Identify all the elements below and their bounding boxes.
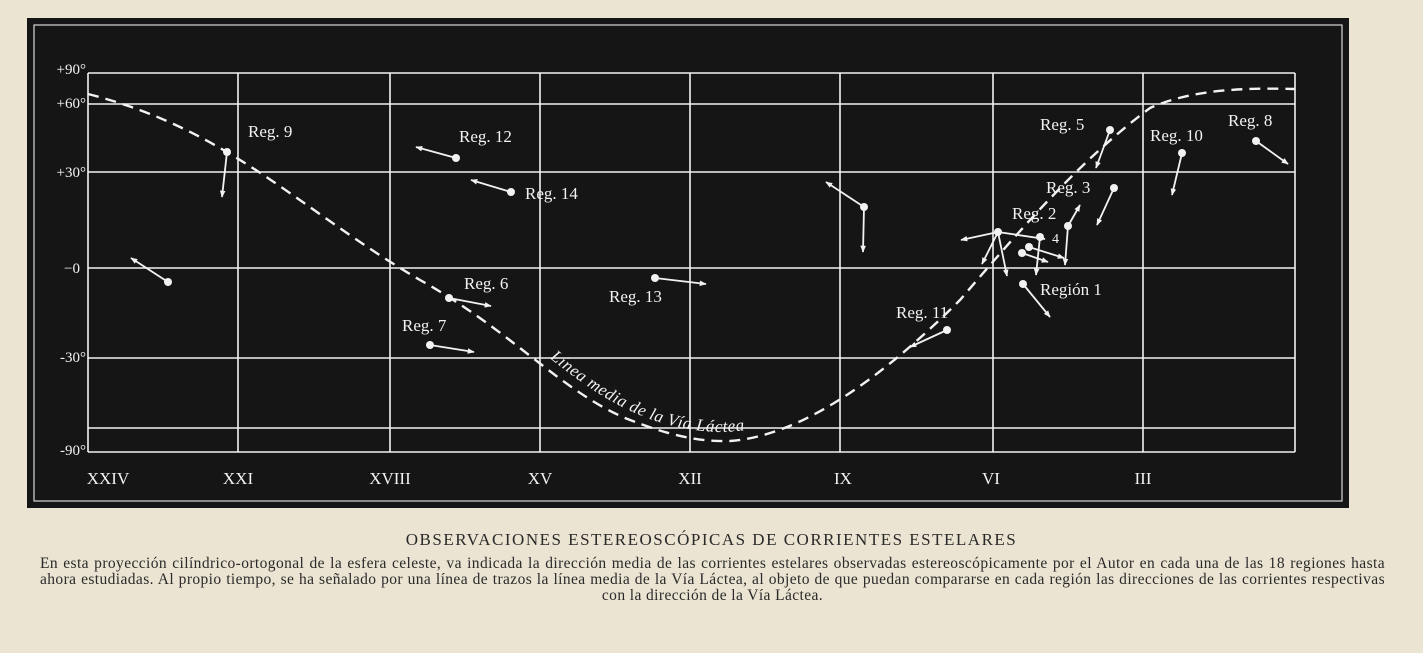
x-label-ix: IX — [834, 469, 852, 488]
region-label-1: Región 1 — [1040, 280, 1102, 299]
region-label-9: Reg. 9 — [248, 122, 293, 141]
region-dot — [943, 326, 951, 334]
stream-arrow — [863, 207, 864, 252]
region-label-7: Reg. 7 — [402, 316, 447, 335]
region-label-4: 4 — [1052, 232, 1059, 247]
region-label-12: Reg. 12 — [459, 127, 512, 146]
y-label-zero: −0 — [64, 261, 80, 277]
region-dot — [1019, 280, 1027, 288]
region-label-11: Reg. 11 — [896, 303, 949, 322]
y-label-plus30: +30° — [56, 165, 86, 181]
region-dot — [1025, 243, 1033, 251]
y-label-plus60: +60° — [56, 96, 86, 112]
region-dot — [1018, 249, 1026, 257]
region-dot — [426, 341, 434, 349]
region-label-10: Reg. 10 — [1150, 126, 1203, 145]
region-dot — [507, 188, 515, 196]
region-label-2: Reg. 2 — [1012, 204, 1057, 223]
region-label-8: Reg. 8 — [1228, 111, 1273, 130]
y-label-minus90: -90° — [60, 443, 86, 459]
x-label-vi: VI — [982, 469, 1000, 488]
caption-body: En esta proyección cilíndrico-ortogonal de la esfera celeste, va indicada la dirección media de las corrientes estelares observadas estereoscópicamente por el Autor en cada una de las 18 regiones hasta ahora estudiadas. Al propio tiempo, se ha señalado por una línea de trazos la línea media de la Vía Láctea, al objeto de que puedan compararse en cada región las direcciones de las corrientes respectivas con la dirección de la Vía Láctea. — [40, 555, 1385, 604]
region-dot — [445, 294, 453, 302]
region-dot — [994, 228, 1002, 236]
region-dot — [1036, 233, 1044, 241]
x-label-xv: XV — [527, 469, 553, 488]
region-label-6: Reg. 6 — [464, 274, 509, 293]
chart-panel — [27, 18, 1349, 508]
region-dot — [1064, 222, 1072, 230]
y-label-minus30: -30° — [60, 350, 86, 366]
region-dot — [452, 154, 460, 162]
region-label-3: Reg. 3 — [1046, 178, 1091, 197]
region-dot — [164, 278, 172, 286]
region-label-13: Reg. 13 — [609, 287, 662, 306]
region-dot — [1110, 184, 1118, 192]
y-label-plus90: +90° — [56, 62, 86, 78]
caption-title: OBSERVACIONES ESTEREOSCÓPICAS DE CORRIENTES ESTELARES — [405, 530, 1018, 549]
region-label-5: Reg. 5 — [1040, 115, 1085, 134]
region-dot — [651, 274, 659, 282]
region-dot — [1178, 149, 1186, 157]
x-label-xviii: XVIII — [369, 469, 411, 488]
region-label-14: Reg. 14 — [525, 184, 578, 203]
region-dot — [1252, 137, 1260, 145]
region-dot — [223, 148, 231, 156]
x-label-xii: XII — [678, 469, 702, 488]
x-label-iii: III — [1134, 469, 1152, 488]
region-dot — [860, 203, 868, 211]
milky-way-label-path: Línea media de la Vía Láctea — [547, 346, 746, 437]
x-label-xxi: XXI — [222, 469, 254, 488]
region-dot — [1106, 126, 1114, 134]
x-label-xxiv: XXIV — [86, 469, 130, 488]
